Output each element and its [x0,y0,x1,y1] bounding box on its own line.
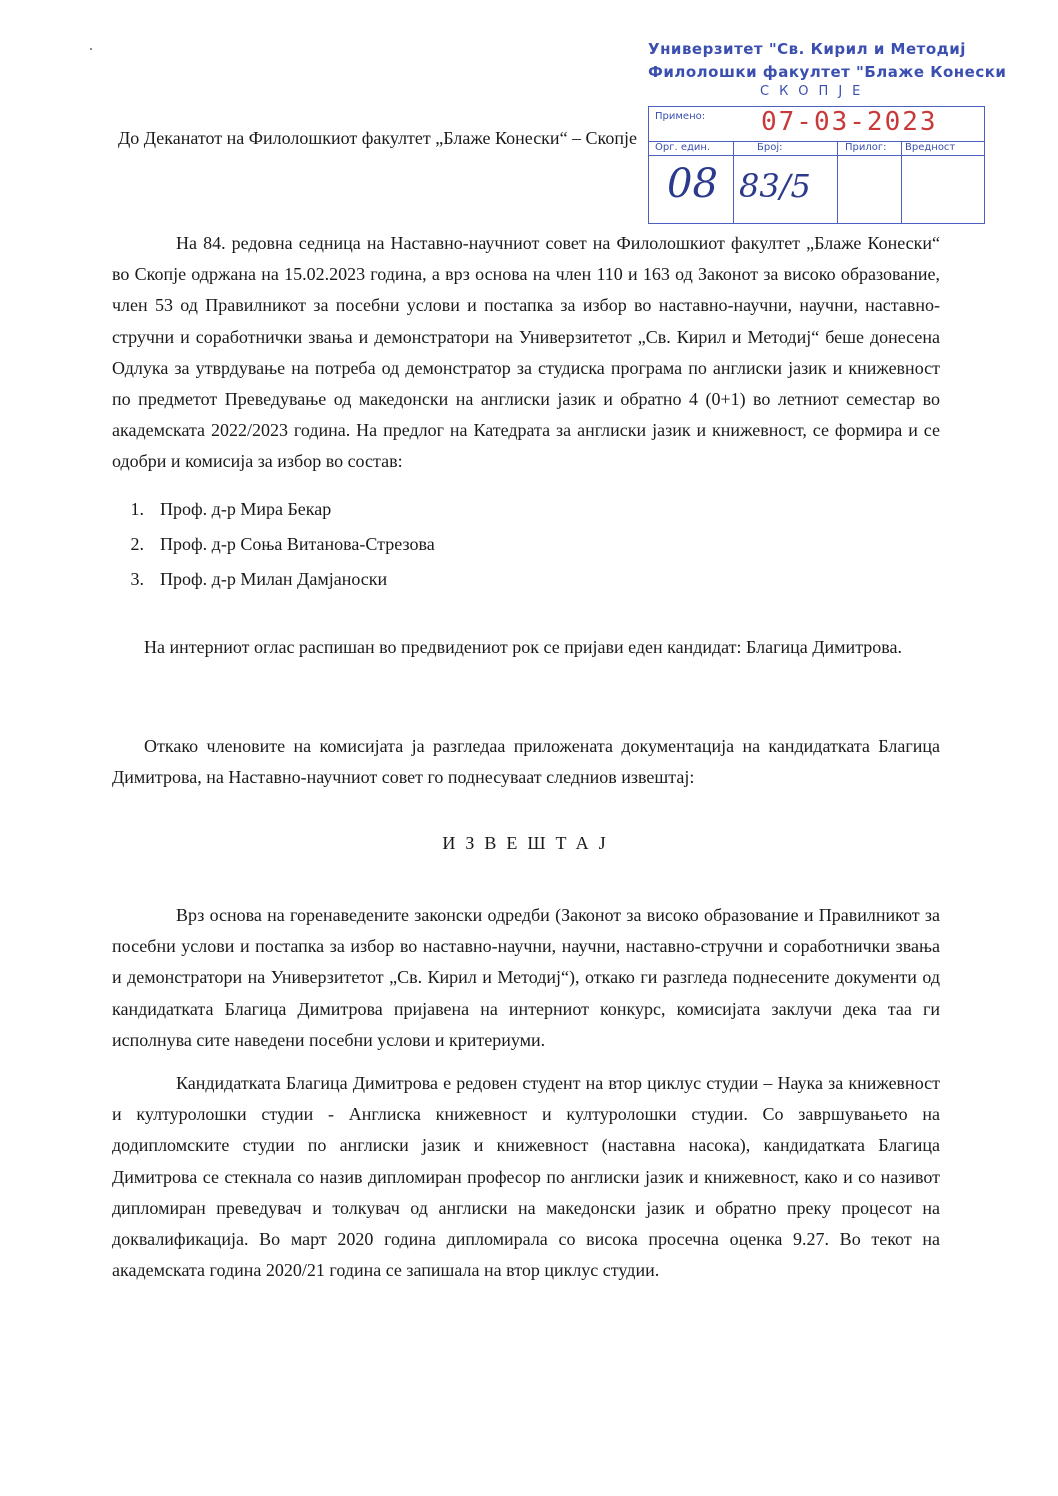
candidate-paragraph: На интерниот оглас распишан во предвидениот рок се пријави еден кандидат: Благица Димитрова. [144,637,903,657]
scan-speck [90,48,92,50]
stamp-date: 07-03-2023 [761,107,938,137]
stamp-col-value: Вредност [905,142,956,153]
stamp-col-attachment: Прилог: [845,142,887,153]
basis-paragraph: Врз основа на горенаведените законски одредби (Законот за високо образование и Правилникот за посебни услови и постапка за избор во наставно-научни, научни, наставно-стручни и соработнички звања и демонстратори на Универзитетот „Св. Кирил и Методиј“), откако ги разгледа поднесените документи од кандидатката Благица Димитрова пријавена на интерниот конкурс, комисијата заклучи дека таа ги исполнува сите наведени посебни услови и критериуми. [112,905,940,1050]
stamp-received-label: Примено: [655,111,706,122]
stamp-col-org: Орг. един. [655,142,711,153]
stamp-col-number: Број: [757,142,783,153]
committee-member: Проф. д-р Милан Дамјаноски [160,569,388,589]
report-title: ИЗВЕШТАЈ [442,833,616,853]
list-item: 2. Проф. д-р Соња Витанова-Стрезова [130,534,435,554]
committee-member: Проф. д-р Мира Бекар [160,499,332,519]
intro-paragraph: На 84. редовна седница на Наставно-научниот совет на Филолошкиот факултет „Блаже Конески“ во Скопје одржана на 15.02.2023 година, а врз основа на член 110 и 163 од Законот за високо образование, член 53 од Правилникот за посебни услови и постапка за избор во наставно-научни, научни, наставно-стручни и соработнички звања и демонстратори на Универзитетот „Св. Кирил и Методиј“ беше донесена Одлука за утврдување на потреба од демонстратор за студиска програма по англиски јазик и книжевност по предметот Преведување од македонски на англиски јазик и обратно 4 (0+1) во летниот семестар во академската 2022/2023 година. На предлог на Катедрата за англиски јазик и книжевност, се формира и се одобри и комисија за избор во состав: [112,233,940,472]
review-paragraph: Откако членовите на комисијата ја разгледаа приложената документација на кандидатката Благица Димитрова, на Наставно-научниот совет го поднесуваат следниов извештај: [112,736,940,788]
stamp-university: Универзитет "Св. Кирил и Методиј [648,40,966,58]
committee-list [112,492,435,597]
stamp-table [648,106,985,224]
list-item: 3. Проф. д-р Милан Дамјаноски [130,569,388,589]
committee-member: Проф. д-р Соња Витанова-Стрезова [160,534,435,554]
registration-stamp [648,38,1058,223]
stamp-city: СКОПЈЕ [760,84,871,99]
stamp-handwritten-org: 08 [667,161,718,207]
stamp-handwritten-number: 83/5 [739,167,811,205]
list-item: 1. Проф. д-р Мира Бекар [130,499,332,519]
student-paragraph: Кандидатката Благица Димитрова е редовен студент на втор циклус студии – Наука за книжевност и културолошки студии - Англиска книжевност и културолошки студии. Со завршувањето на додипломските студии по англиски јазик и книжевност (наставна насока), кандидатката Благица Димитрова се стекнала со назив дипломиран професор по англиски јазик и книжевност, како и со називот дипломиран преведувач и толкувач од англиски на македонски јазик и обратно преку процесот на доквалификација. Во март 2020 година дипломирала со висока просечна оценка 9.27. Во текот на академската година 2020/21 година се запишала на втор циклус студии. [112,1073,940,1281]
stamp-faculty: Филолошки факултет "Блаже Конески [648,63,1007,81]
addressee: До Деканатот на Филолошкиот факултет „Блаже Конески“ – Скопје [118,128,638,148]
